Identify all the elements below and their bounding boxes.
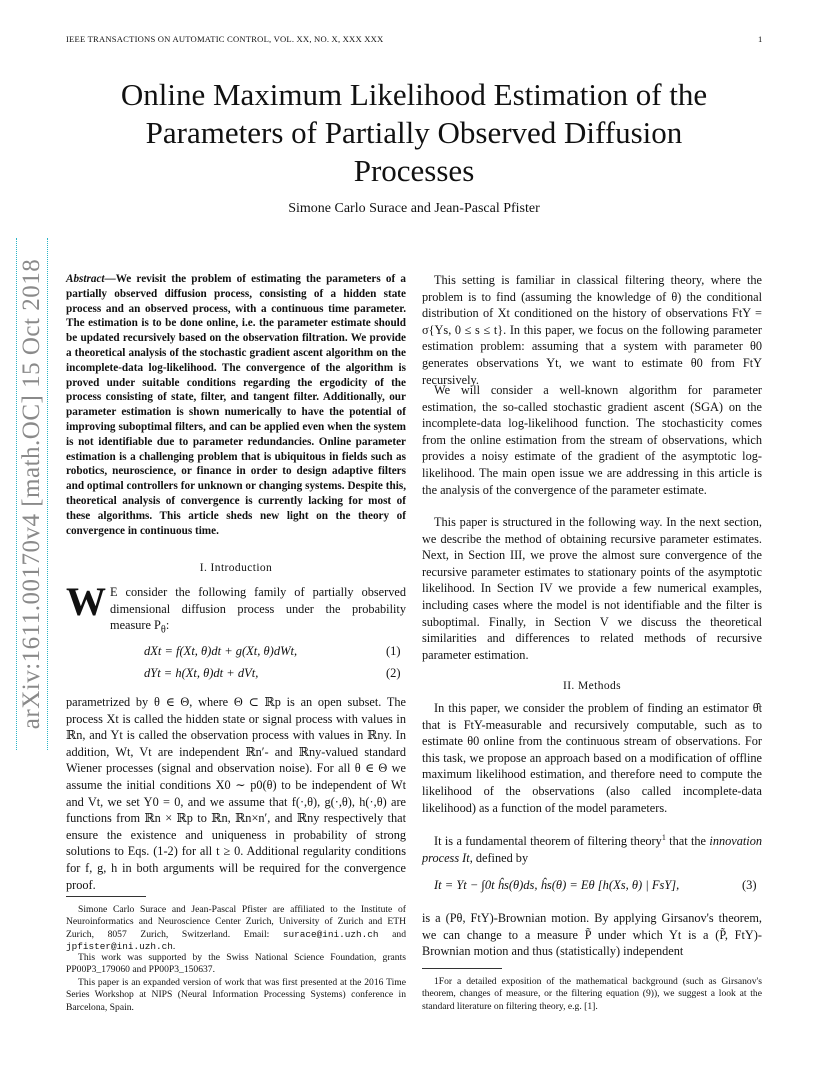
- abstract-label: Abstract: [66, 273, 105, 285]
- abstract-text: —We revisit the problem of estimating the parameters of a partially observed diffusion process, consisting of a hidden state process and an observed process, with a continuous time parameter. The estimation is to be done online, i.e. the parameter estimate should be updated recursively based on the observation filtration. We provide a theoretical analysis of the stochastic gradient ascent algorithm on the incomplete-data log-likelihood. The convergence of the algorithm is proved under suitable conditions regarding the ergodicity of the process consisting of state, filter, and tangent filter. Additionally, our parameter estimation is shown numerically to have the potential of improving suboptimal filters, and can be applied even when the system is not identifiable due to parameter redundancies. Online parameter estimation is a challenging problem that is ubiquitous in fields such as robotics, neuroscience, or finance in order to design adaptive filters and optimal controllers for unknown or changing systems. Despite this, theoretical analysis of convergence is currently lacking for most of these algorithms. This article sheds new light on the theory of convergence in continuous time.: [66, 273, 406, 537]
- footnote-1: 1For a detailed exposition of the mathematical background (such as Girsanov's theorem, changes of measure, or the filtering equation (9)), we suggest a look at the standard literature on filtering theory, e.g. [1].: [422, 976, 762, 1012]
- p5-text-c: , defined by: [469, 850, 529, 865]
- abstract: [66, 272, 406, 538]
- right-paragraph-3: This paper is structured in the following way. In the next section, we describe the method of obtaining recursive parameter estimates. Next, in Section III, we prove the almost sure convergence of the recursive parameter estimates to stationary points of the asymptotic likelihood. In Section IV we provide a few numerical examples, including cases where the model is not identifiable and the filter is suboptimal. Finally, in Section V we discuss the theoretical similarities and differences to related methods of recursive parameter estimation.: [422, 515, 762, 662]
- title-line-3: Processes: [353, 153, 475, 188]
- right-paragraph-1: This setting is familiar in classical filtering theory, where the problem is to find (assuming the knowledge of θ) the conditional distribution of Xt conditioned on the history of observations FtY = σ{Ys, 0 ≤ s ≤ t}. In this paper, we focus on the following parameter estimation problem: assuming that a system with parameter θ0 generates observations Yt, we want to estimate θ0 from FtY recursively.: [422, 273, 762, 387]
- intro-text: E consider the following family of partially observed dimensional diffusion process under the probability measure P: [110, 585, 406, 633]
- footnote-marker-1[interactable]: 1: [661, 833, 666, 842]
- equation-1-number: (1): [386, 644, 401, 658]
- email-link-surace[interactable]: surace@ini.uzh.ch: [282, 928, 379, 940]
- footnote-funding: This work was supported by the Swiss National Science Foundation, grants PP00P3_179060 and PP00P3_150637.: [66, 952, 406, 976]
- equation-1: dXt = f(Xt, θ)dt + g(Xt, θ)dWt,: [144, 644, 298, 658]
- body-paragraph-parametrization: parametrized by θ ∈ Θ, where Θ ⊂ ℝp is an open subset. The process Xt is called the hidden state or signal process with values in ℝn, and Yt is called the observation process with values in ℝny. In addition, Wt, Vt are independent ℝn′- and ℝny-valued standard Wiener processes (signal and observation noise). For all θ ∈ Θ we assume the initial conditions X0 ∼ p0(θ) to be independent of Wt and Vt, we set Y0 = 0, and we assume that f(·,θ), g(·,θ), h(·,θ) are functions from ℝn × ℝp to ℝn, ℝn×n′, and ℝny respectively that ensure the existence and uniqueness in probability of strong solutions to Eqs. (1-2) for all t ≥ 0. Additional regularity conditions for f, g, h in both arguments will be required for the convergence proof.: [66, 695, 406, 892]
- authors: Simone Carlo Surace and Jean-Pascal Pfister: [288, 201, 540, 216]
- email-link-pfister[interactable]: jpfister@ini.uzh.ch: [66, 940, 173, 952]
- right-paragraph-4: In this paper, we consider the problem of finding an estimator θ̂t that is FtY-measurable and recursively computable, such as to estimate θ0 online from the continuous stream of observations. For this task, we propose an approach based on a modification of offline maximum likelihood estimation, and therefore need to compute the likelihood of the observations (also called incomplete-data likelihood) as a function of the model parameters.: [422, 701, 762, 815]
- footnote-affiliation: Simone Carlo Surace and Jean-Pascal Pfister are affiliated to the Institute of Neuroinformatics and Neuroscience Center Zurich, University of Zurich and ETH Zurich, 8057 Zurich, Switzerland. Email: surace@ini.uzh.ch and jpfister@ini.uzh.ch.: [66, 904, 406, 952]
- footnote-rule: [66, 896, 146, 897]
- section-heading-methods: II. Methods: [562, 680, 622, 692]
- paper-title: [66, 76, 762, 190]
- title-line-1: Online Maximum Likelihood Estimation of the: [120, 77, 708, 112]
- title-line-2: Parameters of Partially Observed Diffusion: [145, 115, 683, 150]
- p5-text-b: that the: [665, 834, 710, 849]
- footnote-expanded-version: This paper is an expanded version of work that was first presented at the 2016 Time Series Workshop at NIPS (Neural Information Processing Systems) conference in Barcelona, Spain.: [66, 977, 406, 1013]
- page-number: 1: [758, 34, 763, 44]
- p5-text-a: It is a fundamental theorem of filtering theory: [434, 834, 662, 849]
- equation-2-number: (2): [386, 666, 401, 680]
- right-paragraph-2: We will consider a well-known algorithm for parameter estimation, the so-called stochastic gradient ascent (SGA) on the incomplete-data log-likelihood function. The stochasticity comes from the online estimation from the stream of observations, which provides a noisy estimate of the gradient of the asymptotic log-likelihood. The main open issue we are addressing in this article is the analysis of the convergence of the parameter estimate.: [422, 383, 762, 497]
- right-paragraph-5: [422, 830, 762, 866]
- arxiv-stamp-text: arXiv:1611.00170v4 [math.OC] 15 Oct 2018: [18, 258, 45, 730]
- footnote-rule-right: [422, 968, 502, 969]
- drop-cap: W: [66, 579, 106, 624]
- affiliation-text: Simone Carlo Surace and Jean-Pascal Pfister are affiliated to the Institute of Neuroinformatics and Neuroscience Center Zurich, University of Zurich and ETH Zurich, 8057 Zurich, Switzerland. Email:: [66, 904, 406, 940]
- section-heading-introduction: I. Introduction: [199, 562, 273, 574]
- right-paragraph-6: is a (Pθ, FtY)-Brownian motion. By applying Girsanov's theorem, we can change to a measure P̃ under which Yt is a (P̃, FtY)-Brownian motion and thus (statistically) independent: [422, 911, 762, 959]
- arxiv-stamp[interactable]: [16, 238, 48, 750]
- equation-3: It = Yt − ∫0t ĥs(θ)ds, ĥs(θ) = Eθ [h(Xs, θ) | FsY],: [434, 878, 680, 892]
- running-header: IEEE TRANSACTIONS ON AUTOMATIC CONTROL, VOL. XX, NO. X, XXX XXX: [66, 34, 384, 44]
- equation-3-number: (3): [742, 878, 757, 892]
- p5-emphasis: innovation process It: [422, 834, 763, 865]
- equation-2: dYt = h(Xt, θ)dt + dVt,: [144, 666, 259, 680]
- affiliation-and: and: [378, 928, 406, 940]
- intro-paragraph: W E consider the following family of partially observed dimensional diffusion process under the probability measure $P_\theta$:: [66, 579, 406, 636]
